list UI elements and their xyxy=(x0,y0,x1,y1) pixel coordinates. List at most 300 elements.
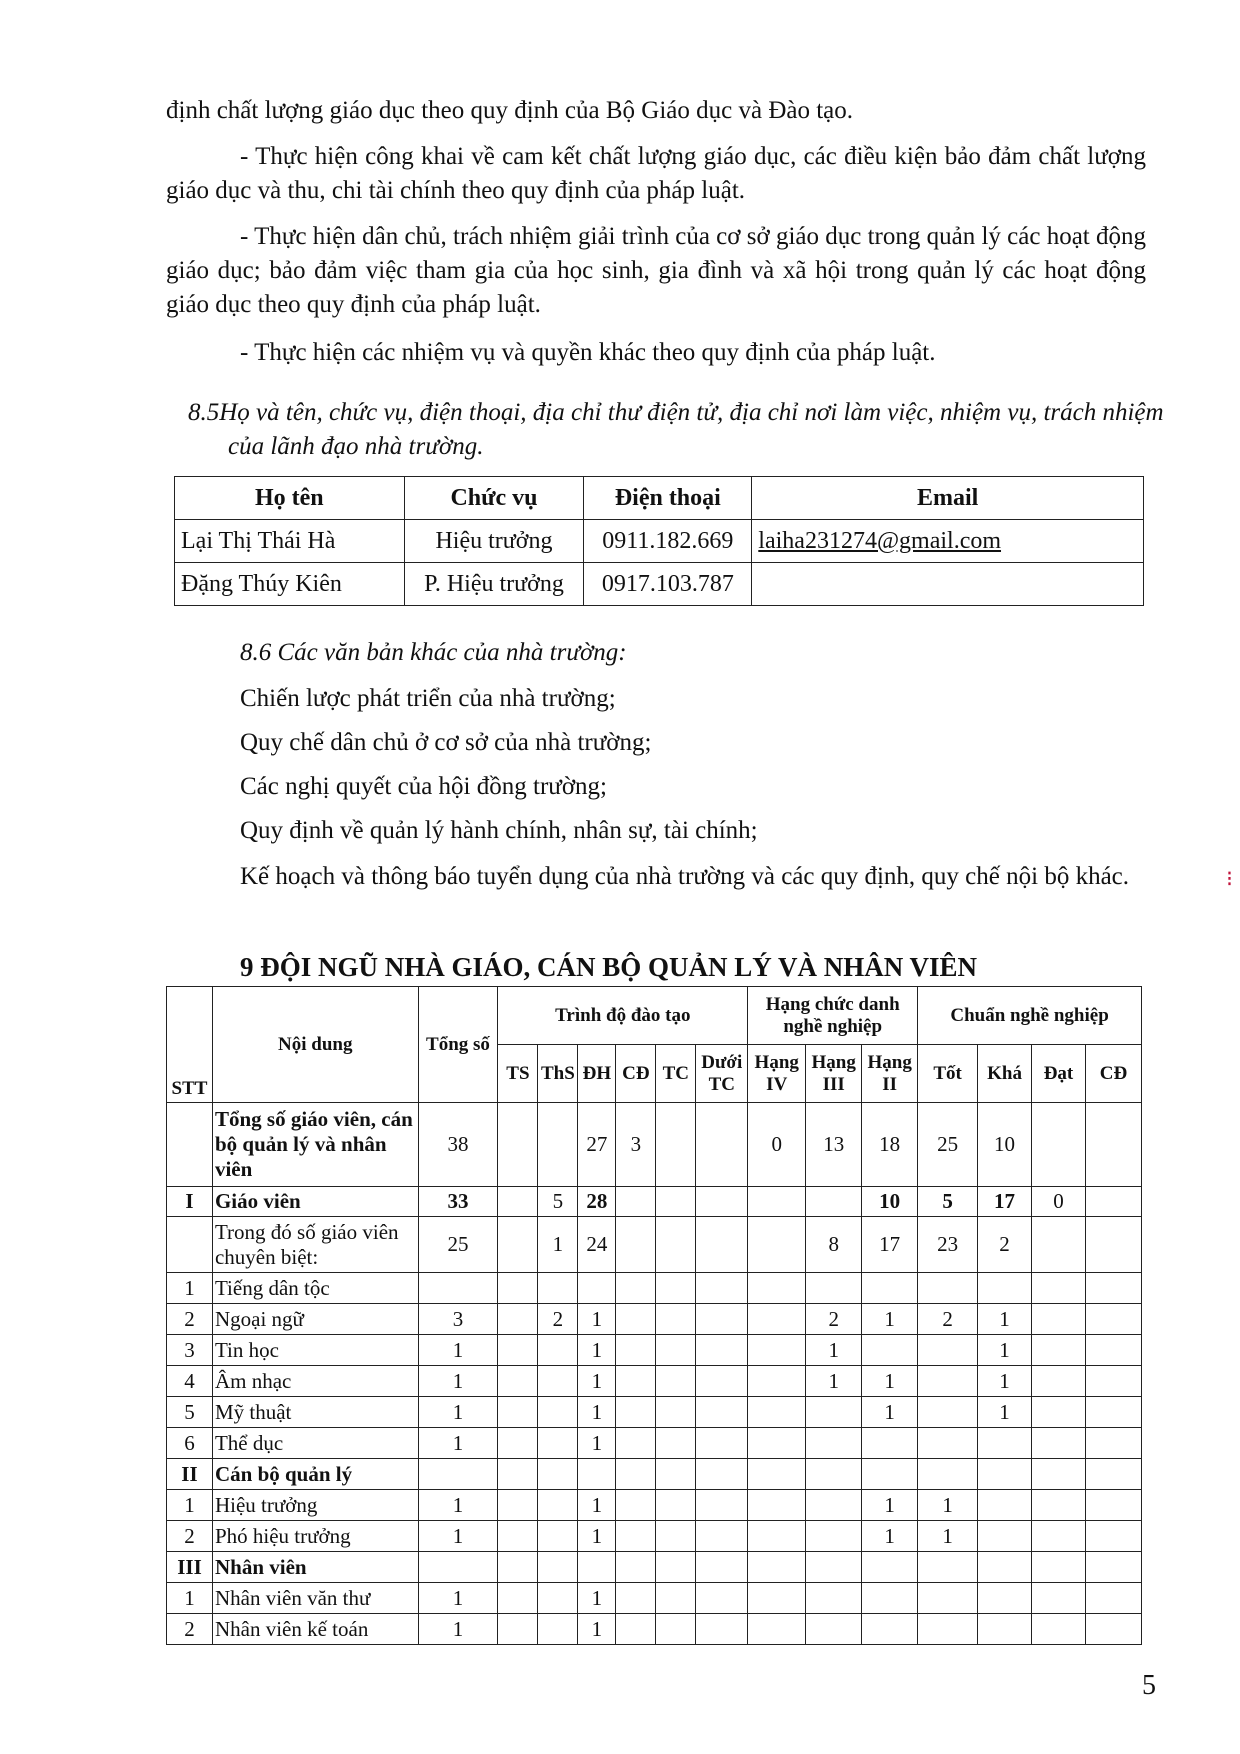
header-hang-ii: Hạng II xyxy=(862,1045,918,1103)
header-ts: TS xyxy=(498,1045,538,1103)
row-cell xyxy=(616,1614,656,1645)
table-row xyxy=(175,563,1144,606)
row-cell xyxy=(806,1583,862,1614)
row-stt: 3 xyxy=(167,1335,213,1366)
row-cell xyxy=(696,1103,748,1187)
row-cell xyxy=(696,1614,748,1645)
row-cell xyxy=(696,1428,748,1459)
row-cell: 1 xyxy=(862,1397,918,1428)
row-stt: 4 xyxy=(167,1366,213,1397)
row-cell xyxy=(656,1552,696,1583)
header-hang-iii: Hạng III xyxy=(806,1045,862,1103)
table-row xyxy=(167,1552,1142,1583)
row-cell xyxy=(656,1187,696,1217)
leader-phone: 0917.103.787 xyxy=(584,563,752,606)
row-cell xyxy=(616,1273,656,1304)
row-cell xyxy=(538,1335,578,1366)
row-label: Nhân viên văn thư xyxy=(212,1583,418,1614)
row-cell xyxy=(1085,1583,1141,1614)
row-cell xyxy=(1032,1304,1086,1335)
row-label: Thể dục xyxy=(212,1428,418,1459)
row-cell xyxy=(498,1583,538,1614)
row-cell xyxy=(656,1397,696,1428)
row-cell: 27 xyxy=(578,1103,616,1187)
row-cell: 1 xyxy=(578,1335,616,1366)
row-cell xyxy=(498,1490,538,1521)
page-number: 5 xyxy=(1142,1670,1156,1701)
table-row xyxy=(167,1614,1142,1645)
row-stt: II xyxy=(167,1459,213,1490)
row-label: Tổng số giáo viên, cán bộ quản lý và nhân viên xyxy=(212,1103,418,1187)
row-cell xyxy=(806,1614,862,1645)
table-row xyxy=(167,1304,1142,1335)
row-label: Giáo viên xyxy=(212,1187,418,1217)
row-cell xyxy=(1032,1366,1086,1397)
row-cell xyxy=(616,1459,656,1490)
row-label: Trong đó số giáo viên chuyên biệt: xyxy=(212,1217,418,1273)
table-row xyxy=(167,1459,1142,1490)
row-cell xyxy=(978,1459,1032,1490)
row-cell: 24 xyxy=(578,1217,616,1273)
row-cell xyxy=(862,1428,918,1459)
row-cell xyxy=(1032,1335,1086,1366)
paragraph-continuation: định chất lượng giáo dục theo quy định của Bộ Giáo dục và Đào tạo. xyxy=(166,97,854,124)
header-training-level: Trình độ đào tạo xyxy=(498,987,748,1045)
row-cell xyxy=(498,1459,538,1490)
row-cell xyxy=(696,1366,748,1397)
row-cell: 1 xyxy=(418,1335,498,1366)
row-cell xyxy=(978,1273,1032,1304)
row-cell: 2 xyxy=(918,1304,978,1335)
row-cell xyxy=(538,1273,578,1304)
row-cell xyxy=(498,1614,538,1645)
row-cell xyxy=(696,1335,748,1366)
row-cell xyxy=(1032,1428,1086,1459)
row-cell xyxy=(696,1583,748,1614)
row-cell xyxy=(978,1521,1032,1552)
row-cell xyxy=(538,1490,578,1521)
table-row xyxy=(167,1428,1142,1459)
header-rank: Hạng chức danh nghề nghiệp xyxy=(748,987,918,1045)
row-cell xyxy=(806,1490,862,1521)
row-cell: 1 xyxy=(862,1366,918,1397)
leader-email xyxy=(752,563,1144,606)
row-cell xyxy=(748,1397,806,1428)
row-label: Mỹ thuật xyxy=(212,1397,418,1428)
row-cell xyxy=(748,1273,806,1304)
row-cell xyxy=(538,1397,578,1428)
row-cell xyxy=(918,1583,978,1614)
row-cell xyxy=(748,1552,806,1583)
table-row xyxy=(167,1583,1142,1614)
row-cell xyxy=(498,1428,538,1459)
row-cell xyxy=(862,1614,918,1645)
row-cell xyxy=(978,1490,1032,1521)
row-cell: 1 xyxy=(578,1614,616,1645)
header-dat: Đạt xyxy=(1032,1045,1086,1103)
row-cell: 5 xyxy=(538,1187,578,1217)
row-cell xyxy=(748,1366,806,1397)
row-stt: 1 xyxy=(167,1273,213,1304)
row-cell xyxy=(806,1397,862,1428)
row-cell xyxy=(1032,1614,1086,1645)
row-cell xyxy=(918,1614,978,1645)
header-dh: ĐH xyxy=(578,1045,616,1103)
row-cell xyxy=(538,1103,578,1187)
row-cell xyxy=(538,1459,578,1490)
row-cell xyxy=(1032,1459,1086,1490)
row-label: Tin học xyxy=(212,1335,418,1366)
row-cell xyxy=(656,1459,696,1490)
row-cell xyxy=(656,1217,696,1273)
row-cell xyxy=(862,1273,918,1304)
row-label: Âm nhạc xyxy=(212,1366,418,1397)
header-duoi-tc: Dưới TC xyxy=(696,1045,748,1103)
row-cell xyxy=(806,1521,862,1552)
row-cell xyxy=(538,1583,578,1614)
row-cell xyxy=(656,1490,696,1521)
header-hang-iv: Hạng IV xyxy=(748,1045,806,1103)
row-cell xyxy=(1085,1304,1141,1335)
row-stt xyxy=(167,1103,213,1187)
row-cell xyxy=(1085,1217,1141,1273)
row-cell xyxy=(498,1103,538,1187)
row-cell xyxy=(498,1521,538,1552)
row-stt: 6 xyxy=(167,1428,213,1459)
row-cell: 25 xyxy=(418,1217,498,1273)
row-cell: 1 xyxy=(978,1397,1032,1428)
table-row xyxy=(167,1187,1142,1217)
row-cell xyxy=(656,1614,696,1645)
row-stt: 5 xyxy=(167,1397,213,1428)
header-total: Tổng số xyxy=(418,987,498,1103)
row-cell xyxy=(498,1335,538,1366)
row-stt: III xyxy=(167,1552,213,1583)
row-cell xyxy=(1085,1366,1141,1397)
header-chua-dat: CĐ xyxy=(1085,1045,1141,1103)
section-8-5-heading: 8.5Họ và tên, chức vụ, điện thoại, địa chỉ thư điện tử, địa chỉ nơi làm việc, nhiệm vụ, trách nhiệm của lãnh đạo nhà trường. xyxy=(188,399,1164,460)
row-cell xyxy=(918,1428,978,1459)
row-cell: 1 xyxy=(806,1335,862,1366)
row-stt: 2 xyxy=(167,1614,213,1645)
row-cell xyxy=(656,1521,696,1552)
row-cell xyxy=(918,1459,978,1490)
row-cell xyxy=(418,1459,498,1490)
row-cell: 17 xyxy=(978,1187,1032,1217)
paragraph-public-commitment: - Thực hiện công khai về cam kết chất lượng giáo dục, các điều kiện bảo đảm chất lượng giáo dục và thu, chi tài chính theo quy định của pháp luật. xyxy=(166,143,1146,204)
row-cell: 1 xyxy=(418,1397,498,1428)
row-cell xyxy=(696,1521,748,1552)
row-stt: 2 xyxy=(167,1521,213,1552)
leader-name: Lại Thị Thái Hà xyxy=(175,520,405,563)
row-cell: 2 xyxy=(806,1304,862,1335)
row-cell: 1 xyxy=(978,1304,1032,1335)
row-cell xyxy=(862,1552,918,1583)
leader-position: P. Hiệu trưởng xyxy=(404,563,584,606)
row-cell xyxy=(862,1583,918,1614)
row-cell xyxy=(1085,1552,1141,1583)
row-cell xyxy=(978,1552,1032,1583)
row-cell: 1 xyxy=(418,1614,498,1645)
row-cell xyxy=(748,1304,806,1335)
table-row xyxy=(167,1490,1142,1521)
row-cell xyxy=(696,1490,748,1521)
row-cell xyxy=(918,1366,978,1397)
row-cell xyxy=(862,1335,918,1366)
row-cell xyxy=(748,1583,806,1614)
row-label: Phó hiệu trưởng xyxy=(212,1521,418,1552)
row-cell: 1 xyxy=(578,1521,616,1552)
row-cell: 1 xyxy=(862,1490,918,1521)
row-cell xyxy=(918,1552,978,1583)
row-cell: 25 xyxy=(918,1103,978,1187)
row-cell xyxy=(578,1552,616,1583)
header-standard: Chuẩn nghề nghiệp xyxy=(918,987,1142,1045)
document-item: Các nghị quyết của hội đồng trường; xyxy=(240,773,607,800)
row-cell xyxy=(656,1366,696,1397)
row-cell xyxy=(418,1273,498,1304)
row-cell xyxy=(616,1217,656,1273)
row-cell xyxy=(1085,1103,1141,1187)
row-cell xyxy=(806,1273,862,1304)
row-cell xyxy=(616,1335,656,1366)
row-cell: 1 xyxy=(578,1366,616,1397)
row-cell xyxy=(806,1552,862,1583)
document-item: Kế hoạch và thông báo tuyển dụng của nhà trường và các quy định, quy chế nội bộ khác. xyxy=(240,863,1130,890)
row-cell xyxy=(498,1397,538,1428)
row-cell xyxy=(806,1187,862,1217)
row-cell: 3 xyxy=(418,1304,498,1335)
header-tc: TC xyxy=(656,1045,696,1103)
row-cell xyxy=(1032,1397,1086,1428)
table-row xyxy=(167,1366,1142,1397)
row-cell xyxy=(748,1614,806,1645)
row-label: Ngoại ngữ xyxy=(212,1304,418,1335)
row-cell: 1 xyxy=(978,1335,1032,1366)
row-cell xyxy=(656,1335,696,1366)
header-tot: Tốt xyxy=(918,1045,978,1103)
row-cell xyxy=(616,1490,656,1521)
table-row xyxy=(167,1335,1142,1366)
row-cell xyxy=(498,1552,538,1583)
row-cell xyxy=(1032,1217,1086,1273)
row-cell xyxy=(1032,1521,1086,1552)
row-label: Tiếng dân tộc xyxy=(212,1273,418,1304)
row-cell xyxy=(616,1366,656,1397)
table-row xyxy=(175,520,1144,563)
table-row xyxy=(167,1103,1142,1187)
row-cell: 1 xyxy=(418,1521,498,1552)
row-cell: 1 xyxy=(918,1490,978,1521)
row-cell: 1 xyxy=(418,1490,498,1521)
row-cell xyxy=(1085,1335,1141,1366)
row-cell xyxy=(538,1521,578,1552)
row-cell: 13 xyxy=(806,1103,862,1187)
row-cell xyxy=(748,1459,806,1490)
row-stt: 2 xyxy=(167,1304,213,1335)
row-cell xyxy=(1085,1521,1141,1552)
row-cell: 1 xyxy=(418,1428,498,1459)
row-cell: 1 xyxy=(918,1521,978,1552)
header-phone: Điện thoại xyxy=(584,477,752,520)
row-cell xyxy=(1032,1273,1086,1304)
row-cell xyxy=(1085,1273,1141,1304)
row-cell xyxy=(498,1217,538,1273)
header-content: Nội dung xyxy=(212,987,418,1103)
row-cell xyxy=(1085,1187,1141,1217)
leadership-table xyxy=(174,476,1144,606)
row-cell xyxy=(806,1459,862,1490)
row-cell xyxy=(862,1459,918,1490)
header-name: Họ tên xyxy=(175,477,405,520)
row-cell xyxy=(1085,1614,1141,1645)
row-cell xyxy=(1032,1552,1086,1583)
row-cell xyxy=(578,1459,616,1490)
row-cell xyxy=(578,1273,616,1304)
paragraph-democracy: - Thực hiện dân chủ, trách nhiệm giải trình của cơ sở giáo dục trong quản lý các hoạt động giáo dục; bảo đảm việc tham gia của học sinh, gia đình và xã hội trong quản lý các hoạt động giáo dục theo quy định của pháp luật. xyxy=(166,223,1146,318)
row-cell xyxy=(748,1490,806,1521)
row-cell xyxy=(1032,1490,1086,1521)
row-cell xyxy=(616,1187,656,1217)
row-cell xyxy=(696,1217,748,1273)
row-cell xyxy=(696,1273,748,1304)
row-stt xyxy=(167,1217,213,1273)
row-cell: 17 xyxy=(862,1217,918,1273)
row-cell xyxy=(656,1428,696,1459)
row-cell xyxy=(616,1304,656,1335)
document-item: Quy chế dân chủ ở cơ sở của nhà trường; xyxy=(240,729,652,756)
row-cell xyxy=(1085,1428,1141,1459)
table-row xyxy=(167,1521,1142,1552)
row-cell: 1 xyxy=(578,1397,616,1428)
row-cell xyxy=(1085,1459,1141,1490)
row-cell xyxy=(748,1217,806,1273)
header-email: Email xyxy=(752,477,1144,520)
staff-table xyxy=(166,986,1142,1645)
row-cell: 33 xyxy=(418,1187,498,1217)
row-cell: 1 xyxy=(418,1583,498,1614)
row-cell: 1 xyxy=(978,1366,1032,1397)
row-cell xyxy=(748,1428,806,1459)
section-9-title: 9 ĐỘI NGŨ NHÀ GIÁO, CÁN BỘ QUẢN LÝ VÀ NHÂN VIÊN xyxy=(240,952,978,982)
row-cell: 1 xyxy=(862,1521,918,1552)
row-cell xyxy=(1032,1583,1086,1614)
row-cell: 1 xyxy=(538,1217,578,1273)
row-cell: 5 xyxy=(918,1187,978,1217)
row-cell xyxy=(918,1335,978,1366)
row-cell xyxy=(616,1397,656,1428)
header-ths: ThS xyxy=(538,1045,578,1103)
row-stt: I xyxy=(167,1187,213,1217)
row-cell xyxy=(656,1304,696,1335)
row-cell: 2 xyxy=(978,1217,1032,1273)
section-8-6-heading: 8.6 Các văn bản khác của nhà trường: xyxy=(240,639,627,666)
row-cell xyxy=(498,1304,538,1335)
row-cell xyxy=(696,1187,748,1217)
row-cell: 1 xyxy=(578,1583,616,1614)
row-cell xyxy=(696,1304,748,1335)
header-stt: STT xyxy=(167,987,213,1103)
paragraph-other-duties: - Thực hiện các nhiệm vụ và quyền khác theo quy định của pháp luật. xyxy=(240,339,936,366)
row-cell xyxy=(498,1366,538,1397)
row-cell xyxy=(696,1397,748,1428)
row-cell: 1 xyxy=(806,1366,862,1397)
row-cell xyxy=(1032,1103,1086,1187)
row-cell: 0 xyxy=(1032,1187,1086,1217)
row-cell xyxy=(978,1583,1032,1614)
row-cell xyxy=(1085,1490,1141,1521)
row-stt: 1 xyxy=(167,1583,213,1614)
row-label: Cán bộ quản lý xyxy=(212,1459,418,1490)
row-cell: 1 xyxy=(578,1490,616,1521)
row-cell: 2 xyxy=(538,1304,578,1335)
margin-stamp-mark: ⁝ xyxy=(1226,866,1233,891)
row-cell xyxy=(498,1273,538,1304)
row-cell xyxy=(656,1583,696,1614)
row-cell xyxy=(748,1187,806,1217)
row-label: Hiệu trưởng xyxy=(212,1490,418,1521)
row-cell: 3 xyxy=(616,1103,656,1187)
row-cell xyxy=(616,1521,656,1552)
row-cell: 23 xyxy=(918,1217,978,1273)
row-cell xyxy=(418,1552,498,1583)
row-cell xyxy=(656,1273,696,1304)
row-cell: 1 xyxy=(578,1304,616,1335)
row-cell xyxy=(918,1397,978,1428)
row-cell: 10 xyxy=(862,1187,918,1217)
row-cell xyxy=(748,1521,806,1552)
row-cell xyxy=(616,1583,656,1614)
header-kha: Khá xyxy=(978,1045,1032,1103)
table-row xyxy=(167,1397,1142,1428)
header-cd: CĐ xyxy=(616,1045,656,1103)
row-cell xyxy=(978,1614,1032,1645)
row-cell xyxy=(616,1428,656,1459)
row-cell xyxy=(538,1428,578,1459)
row-cell xyxy=(538,1366,578,1397)
row-cell: 38 xyxy=(418,1103,498,1187)
row-stt: 1 xyxy=(167,1490,213,1521)
row-cell xyxy=(918,1273,978,1304)
table-row xyxy=(167,1273,1142,1304)
table-row xyxy=(167,1217,1142,1273)
row-cell: 1 xyxy=(578,1428,616,1459)
leader-phone: 0911.182.669 xyxy=(584,520,752,563)
leader-email-link[interactable]: laiha231274@gmail.com xyxy=(758,527,1002,554)
row-cell: 8 xyxy=(806,1217,862,1273)
row-cell: 10 xyxy=(978,1103,1032,1187)
row-cell: 0 xyxy=(748,1103,806,1187)
row-cell xyxy=(616,1552,656,1583)
row-cell: 28 xyxy=(578,1187,616,1217)
row-cell xyxy=(1085,1397,1141,1428)
row-cell xyxy=(696,1552,748,1583)
leader-position: Hiệu trưởng xyxy=(404,520,584,563)
header-position: Chức vụ xyxy=(404,477,584,520)
row-cell: 18 xyxy=(862,1103,918,1187)
row-cell xyxy=(498,1187,538,1217)
row-cell: 1 xyxy=(862,1304,918,1335)
row-cell xyxy=(696,1459,748,1490)
document-item: Chiến lược phát triển của nhà trường; xyxy=(240,685,616,712)
row-cell xyxy=(978,1428,1032,1459)
row-cell xyxy=(538,1614,578,1645)
row-label: Nhân viên kế toán xyxy=(212,1614,418,1645)
document-item: Quy định về quản lý hành chính, nhân sự, tài chính; xyxy=(240,817,758,844)
row-cell xyxy=(538,1552,578,1583)
leader-name: Đặng Thúy Kiên xyxy=(175,563,405,606)
row-cell xyxy=(806,1428,862,1459)
